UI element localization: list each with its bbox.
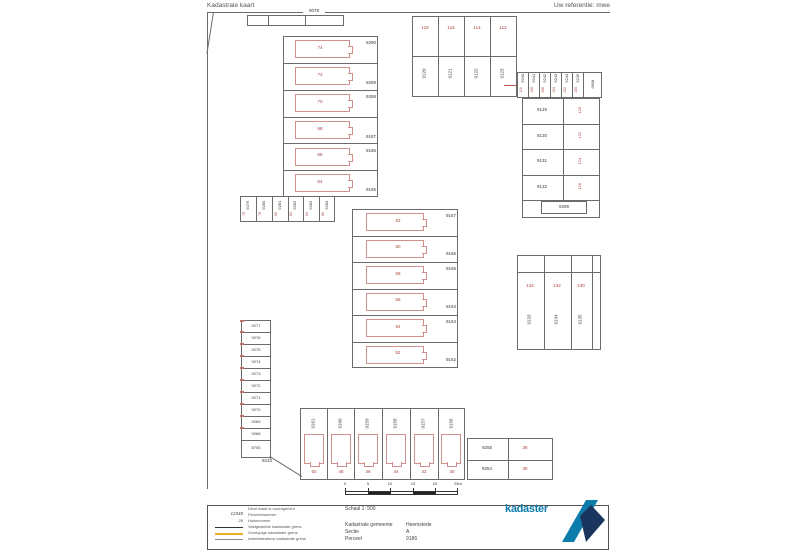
scalebar-tick-label: 25m <box>454 481 462 486</box>
column-west-outline <box>241 320 271 458</box>
boundary-line <box>256 196 257 222</box>
boundary-line <box>241 428 271 429</box>
building-outline <box>331 434 351 464</box>
parcel-number: 9274 <box>251 359 261 364</box>
boundary-line <box>241 440 271 441</box>
legend-provisional-boundary-line <box>215 533 243 535</box>
parcel-number: 9245 <box>574 73 580 83</box>
boundary-line <box>354 408 355 480</box>
boundary-line <box>563 98 564 200</box>
red-boundary-mark <box>240 427 244 429</box>
boundary-line <box>572 72 573 98</box>
house-number: 108 <box>530 87 535 93</box>
house-number: 70 <box>317 99 323 104</box>
boundary-line <box>352 342 458 343</box>
house-number: 60 <box>395 244 401 249</box>
boundary-line <box>571 255 572 350</box>
parcel-number: 9078 <box>303 9 325 14</box>
boundary-line <box>550 72 551 98</box>
scale-label: Schaal 1: 500 <box>345 506 376 512</box>
house-number: 124 <box>576 157 582 165</box>
legend-north-label: Deze kaart is noordgericht <box>248 506 295 511</box>
parcel-number: 9276 <box>251 335 261 340</box>
field-value: A <box>406 529 410 535</box>
kadaster-wordmark: kadaster <box>505 503 548 515</box>
boundary-line <box>303 196 304 222</box>
boundary-line <box>288 196 289 222</box>
house-number: 78 <box>258 211 263 216</box>
house-number: 102 <box>563 87 568 93</box>
boundary-line <box>241 416 271 417</box>
house-number: 56 <box>395 297 401 302</box>
parcel-number: 9166 <box>445 251 456 256</box>
boundary-line <box>544 255 545 350</box>
field-label: Perceel <box>345 536 362 542</box>
field-label: Sectie <box>345 529 359 535</box>
house-number: 40 <box>449 469 455 474</box>
parcel-number: 9123 <box>499 68 505 79</box>
parcel-number: 9133 <box>526 314 532 325</box>
parcel-number: 9158 <box>392 418 398 429</box>
house-number: 68 <box>317 126 323 131</box>
legend-house-label: Huisnummer <box>248 517 271 523</box>
house-number: 86 <box>321 211 326 216</box>
boundary-line <box>207 12 610 13</box>
scalebar-tick-label: 15 <box>410 481 416 486</box>
boundary-line <box>522 175 600 176</box>
field-label: Kadastrale gemeente <box>345 522 393 528</box>
parcel-number: 9240 <box>519 73 525 83</box>
parcel-number: 9254 <box>481 466 492 471</box>
red-boundary-mark <box>240 403 244 405</box>
boundary-line <box>283 143 378 144</box>
house-number: 44 <box>393 469 399 474</box>
parcel-number: 9608 <box>589 79 595 89</box>
parcel-number: 9282 <box>291 200 297 210</box>
parcel-number: 9157 <box>420 418 426 429</box>
parcel-number: 9288 <box>365 94 376 99</box>
parcel-number: 9280 <box>260 200 266 210</box>
red-boundary-mark <box>240 391 244 393</box>
reference-label: Uw referentie: mwe <box>554 2 610 9</box>
boundary-line <box>283 90 378 91</box>
parcel-number: 9185 <box>365 187 376 192</box>
parcel-number: 9281 <box>276 200 282 210</box>
parcel-number: 9275 <box>251 347 261 352</box>
scalebar <box>345 491 458 495</box>
house-number: 38 <box>522 445 528 450</box>
boundary-line <box>410 408 411 480</box>
house-number: 82 <box>289 211 294 216</box>
parcel-number: 9156 <box>448 418 454 429</box>
boundary-line <box>283 170 378 171</box>
cluster-sr-outline <box>467 438 553 480</box>
parcel-number: 9164 <box>445 304 456 309</box>
legend-house-symbol: 25 <box>238 517 243 523</box>
boundary-line <box>467 460 553 461</box>
parcel-number: 9270 <box>251 407 261 412</box>
building-outline <box>414 434 434 464</box>
parcel-number: 9244 <box>563 73 569 83</box>
parcel-number: 9161 <box>310 418 316 429</box>
cluster-se-outline <box>517 255 601 350</box>
parcel-number: 9122 <box>473 68 479 79</box>
house-number: 52 <box>395 350 401 355</box>
house-number: 100 <box>574 87 579 93</box>
house-number: 46 <box>365 469 371 474</box>
boundary-line <box>241 344 271 345</box>
parcel-number: 9268 <box>251 431 261 436</box>
house-number: 42 <box>421 469 427 474</box>
house-number: 74 <box>317 45 323 50</box>
parcel-number: 9131 <box>536 158 547 163</box>
legend-administrative-boundary-label: Administratieve kadastrale grens <box>248 535 307 541</box>
parcel-number: 9162 <box>445 357 456 362</box>
boundary-line <box>352 262 458 263</box>
boundary-line <box>241 368 271 369</box>
boundary-line <box>269 456 302 477</box>
parcel-number: 9299 <box>558 204 569 209</box>
parcel-number: 9130 <box>536 133 547 138</box>
building-outline <box>386 434 406 464</box>
red-boundary-mark <box>240 367 244 369</box>
boundary-line <box>241 332 271 333</box>
red-boundary-mark <box>240 379 244 381</box>
parcel-number: 9120 <box>421 68 427 79</box>
boundary-line <box>583 72 584 98</box>
house-number: 118 <box>421 25 429 30</box>
red-boundary-mark <box>240 343 244 345</box>
parcel-number: 9273 <box>251 371 261 376</box>
red-boundary-mark <box>240 415 244 417</box>
scalebar-segment <box>413 492 436 494</box>
house-number: 58 <box>395 271 401 276</box>
scalebar-tick-label: 0 <box>343 481 347 486</box>
boundary-line <box>528 72 529 98</box>
legend-fixed-boundary-label: Vastgestelde kadastrale grens <box>248 523 302 529</box>
boundary-line <box>508 438 509 480</box>
boundary-line <box>241 392 271 393</box>
parcel-number: 9242 <box>541 73 547 83</box>
boundary-line <box>352 315 458 316</box>
house-number: 80 <box>274 211 279 216</box>
boundary-line <box>561 72 562 98</box>
parcel-number: 9289 <box>365 80 376 85</box>
parcel-number: 9241 <box>530 73 536 83</box>
parcel-number: 9283 <box>307 200 313 210</box>
scalebar-tick-label: 5 <box>366 481 370 486</box>
legend-fixed-boundary-line <box>215 527 243 528</box>
house-number: 122 <box>576 131 582 139</box>
house-number: 126 <box>576 182 582 190</box>
parcel-number: 9186 <box>365 148 376 153</box>
boundary-line <box>268 15 269 26</box>
house-number: 106 <box>541 87 546 93</box>
red-boundary-mark <box>240 320 244 322</box>
boundary-line <box>539 72 540 98</box>
red-boundary-mark <box>240 331 244 333</box>
red-boundary-mark <box>504 85 517 86</box>
house-number: 116 <box>447 25 455 30</box>
building-outline <box>304 434 324 464</box>
house-number: 72 <box>317 72 323 77</box>
house-number: 50 <box>311 469 317 474</box>
parcel-number: 9159 <box>364 418 370 429</box>
legend-administrative-boundary-line <box>215 539 243 540</box>
parcel-9078-outline <box>247 15 344 26</box>
house-number: 64 <box>317 179 323 184</box>
parcel-number: 9163 <box>445 319 456 324</box>
parcel-number: 9134 <box>553 314 559 325</box>
house-number: 132 <box>553 283 561 288</box>
boundary-line <box>207 12 208 489</box>
parcel-number: 9121 <box>447 68 453 79</box>
house-number: 134 <box>526 283 534 288</box>
house-number: 84 <box>305 211 310 216</box>
parcel-number: 9132 <box>536 184 547 189</box>
page-title: Kadastrale kaart <box>207 2 255 9</box>
house-number: 112 <box>499 25 507 30</box>
boundary-line <box>272 196 273 222</box>
parcel-number: 9233 <box>262 458 273 463</box>
boundary-line <box>327 408 328 480</box>
scalebar-segment <box>368 492 391 494</box>
boundary-line <box>241 380 271 381</box>
house-number: 110 <box>519 87 524 93</box>
house-number: 66 <box>317 152 323 157</box>
parcel-number: 9243 <box>552 73 558 83</box>
parcel-number: 9269 <box>251 419 261 424</box>
field-value: 9186 <box>406 536 418 542</box>
red-boundary-mark <box>240 355 244 357</box>
house-number: 54 <box>395 324 401 329</box>
kadaster-logo-icon <box>558 500 608 542</box>
building-outline <box>358 434 378 464</box>
boundary-line <box>283 63 378 64</box>
boundary-line <box>517 272 601 273</box>
parcel-number: 8705 <box>251 445 261 450</box>
boundary-line <box>522 124 600 125</box>
boundary-line <box>352 236 458 237</box>
boundary-line <box>438 408 439 480</box>
boundary-line <box>241 404 271 405</box>
house-number: 76 <box>242 211 247 216</box>
building-outline <box>441 434 461 464</box>
parcel-number: 9290 <box>365 40 376 45</box>
legend-parcel-label: Perceelnummer <box>248 511 277 517</box>
parcel-number: 9279 <box>244 200 250 210</box>
parcel-number: 9165 <box>445 266 456 271</box>
boundary-line <box>412 56 517 57</box>
house-number: 130 <box>577 283 585 288</box>
parcel-number: 9255 <box>481 445 492 450</box>
house-number: 62 <box>395 218 401 223</box>
parcel-number: 9284 <box>323 200 329 210</box>
legend-parcel-symbol: 12345 <box>230 511 243 516</box>
legend-provisional-boundary-label: Voorlopige kadastrale grens <box>248 529 298 535</box>
boundary-line <box>352 289 458 290</box>
parcel-number: 9272 <box>251 383 261 388</box>
parcel-number: 9167 <box>445 213 456 218</box>
boundary-line <box>592 255 593 350</box>
boundary-line <box>241 356 271 357</box>
parcel-number: 9187 <box>365 134 376 139</box>
house-number: 120 <box>576 106 582 114</box>
boundary-line <box>305 15 306 26</box>
field-value: Heemstede <box>406 522 432 528</box>
parcel-number: 9129 <box>536 107 547 112</box>
house-number: 104 <box>552 87 557 93</box>
boundary-line <box>283 117 378 118</box>
scalebar-tick-label: 20 <box>432 481 438 486</box>
house-number: 114 <box>473 25 481 30</box>
boundary-line <box>522 149 600 150</box>
parcel-number: 9277 <box>251 323 261 328</box>
boundary-line <box>382 408 383 480</box>
scalebar-tick-label: 10 <box>387 481 393 486</box>
house-number: 36 <box>522 466 528 471</box>
boundary-line <box>319 196 320 222</box>
parcel-number: 9135 <box>577 314 583 325</box>
house-number: 48 <box>338 469 344 474</box>
parcel-number: 9271 <box>251 395 261 400</box>
parcel-number: 9160 <box>337 418 343 429</box>
